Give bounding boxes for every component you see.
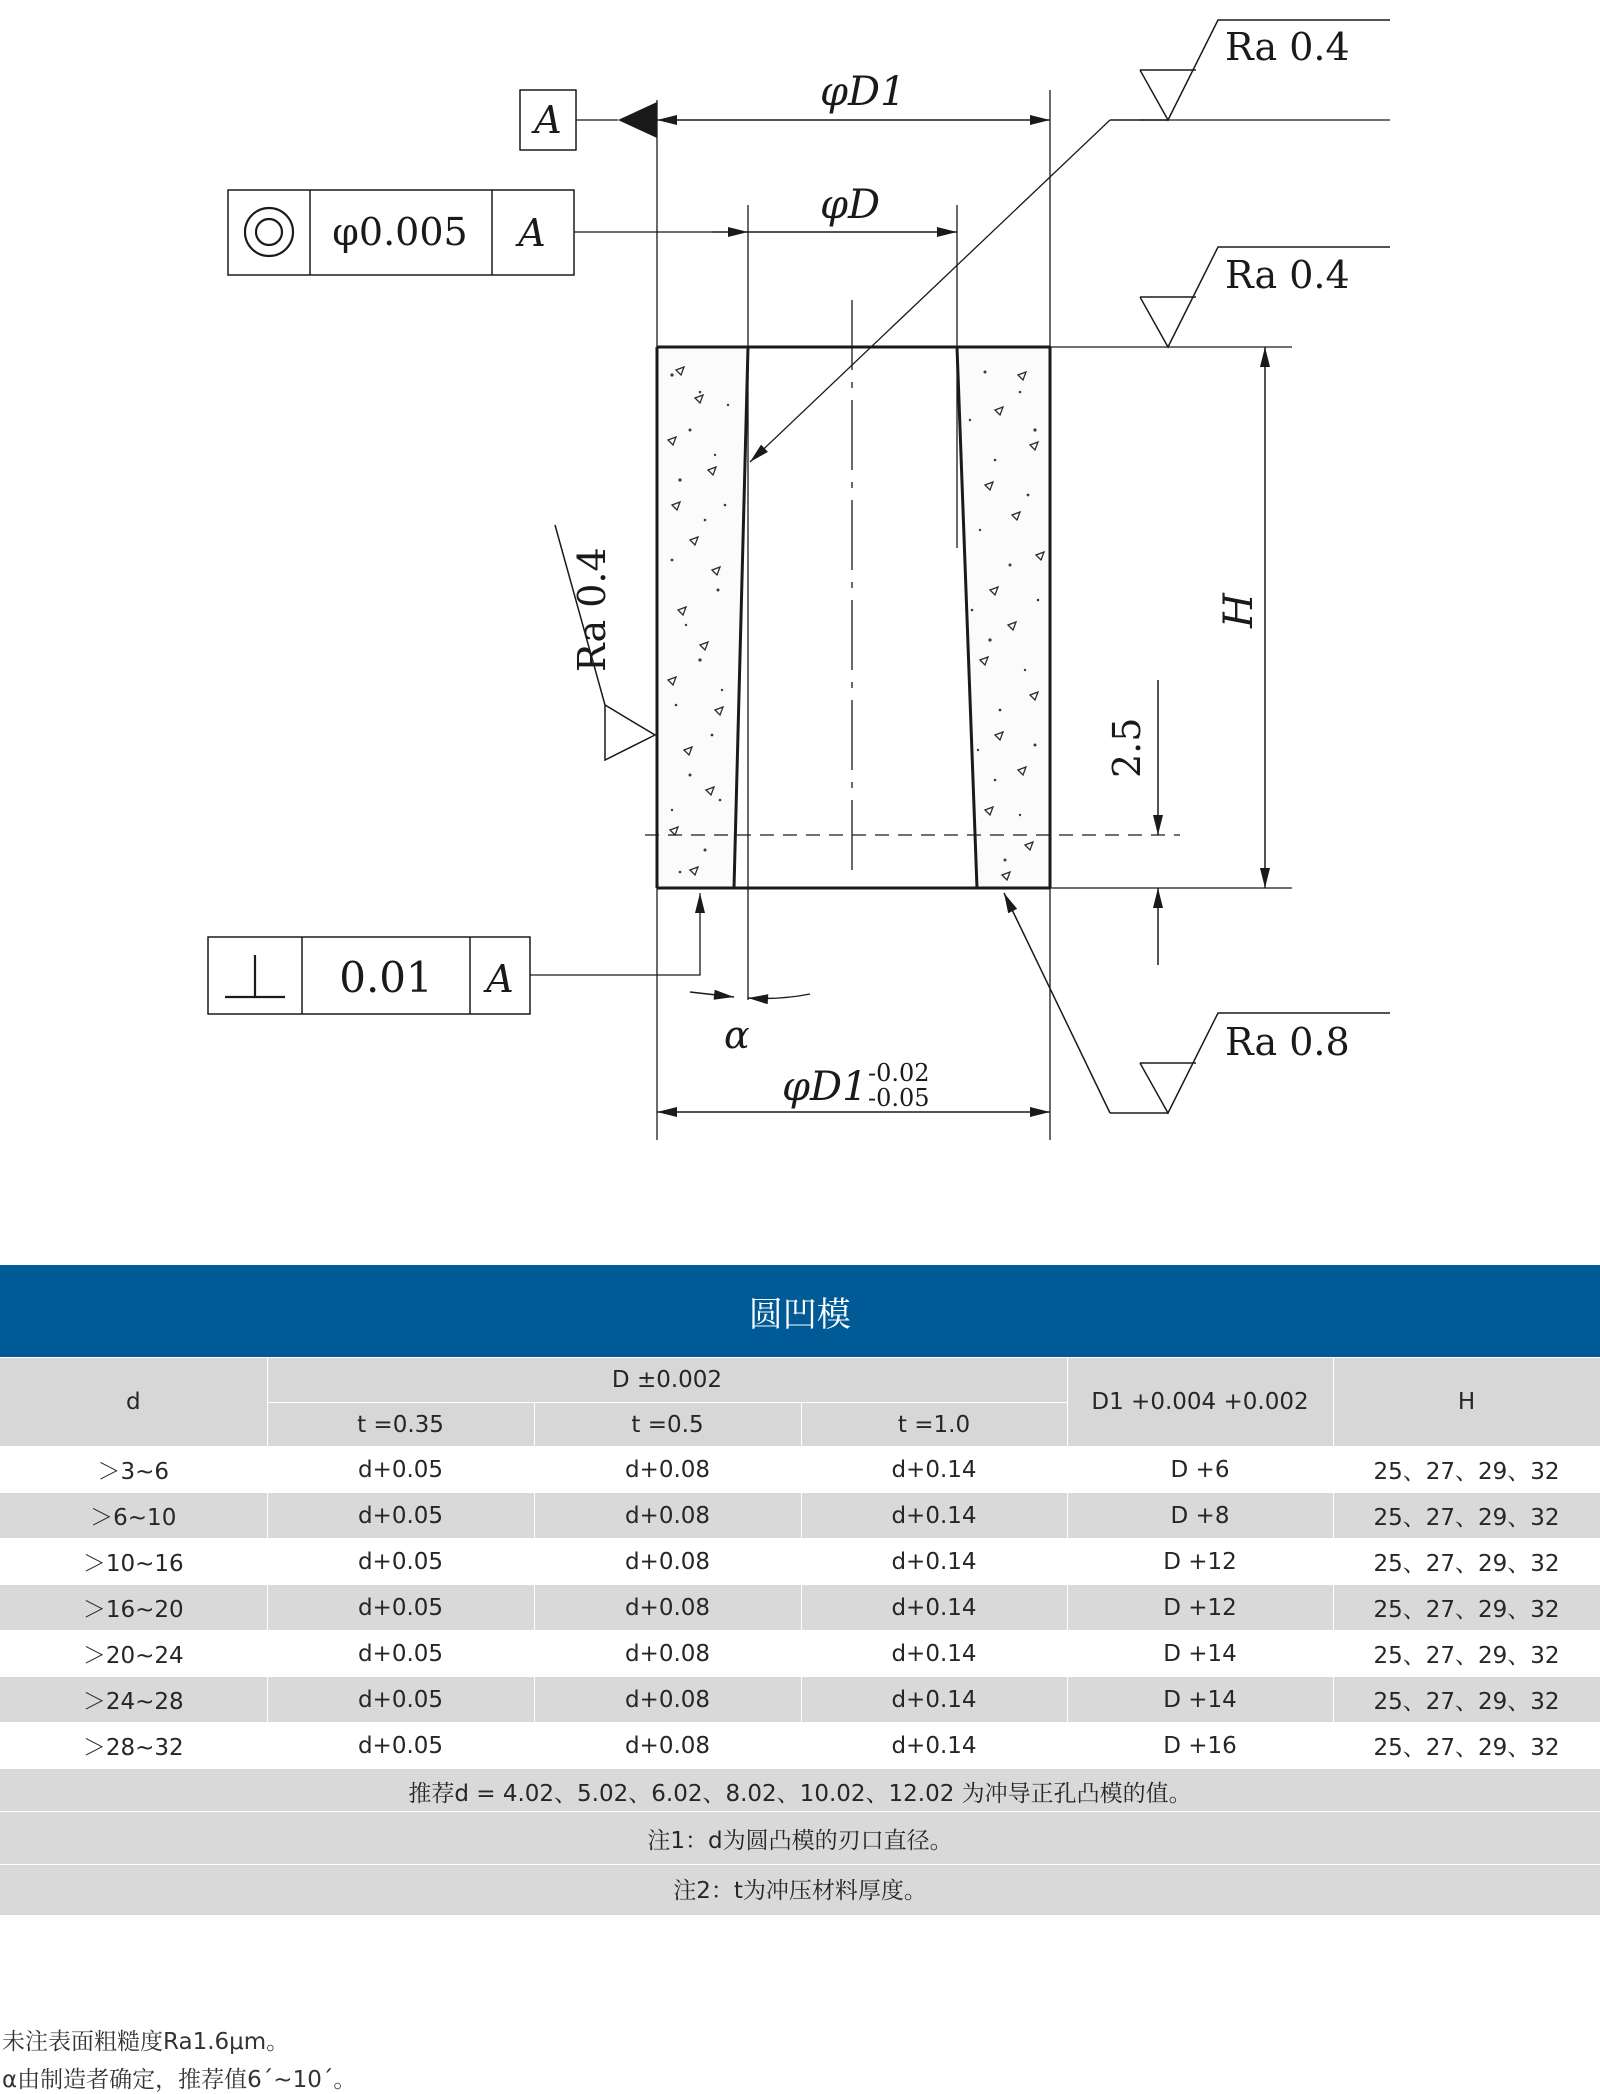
cell-d: ＞20~24 [0,1631,267,1677]
left-wall-section [657,347,748,888]
table-title: 圆凹模 [0,1265,1600,1358]
cell-D1: D +14 [1067,1677,1333,1723]
cell-t035: d+0.05 [267,1585,534,1631]
roughness-left-side-label: Ra 0.4 [570,547,614,672]
cell-t10: d+0.14 [801,1723,1067,1769]
table-note-2: 注2：t为冲压材料厚度。 [0,1865,1600,1916]
dim-D1-top-label: φD1 [820,69,906,115]
cell-t10: d+0.14 [801,1447,1067,1493]
cell-H: 25、27、29、32 [1333,1677,1600,1723]
angle-alpha-label: α [724,1013,750,1057]
cell-H: 25、27、29、32 [1333,1493,1600,1539]
cell-t05: d+0.08 [534,1677,801,1723]
cell-d: ＞6~10 [0,1493,267,1539]
cell-t035: d+0.05 [267,1447,534,1493]
cell-H: 25、27、29、32 [1333,1723,1600,1769]
cell-t035: d+0.05 [267,1631,534,1677]
datum-label: A [534,98,562,142]
concentricity-frame [228,190,712,275]
cell-H: 25、27、29、32 [1333,1539,1600,1585]
perpendicularity-datum: A [486,957,514,1001]
dim-2-5-label: 2.5 [1105,717,1149,778]
cell-d: ＞28~32 [0,1723,267,1769]
angle-alpha [690,992,810,1057]
roughness-top-face [1140,247,1390,347]
roughness-leader-inner [750,120,1110,462]
cell-D1: D +12 [1067,1539,1333,1585]
roughness-top-outer [1110,20,1390,120]
dim-H-label: H [1216,593,1262,628]
cell-d: ＞3~6 [0,1447,267,1493]
right-wall-section [957,347,1050,888]
header-t-0-5: t =0.5 [534,1403,801,1447]
cell-t05: d+0.08 [534,1539,801,1585]
dim-D1-bottom [657,1059,1050,1112]
cell-D1: D +16 [1067,1723,1333,1769]
cell-d: ＞16~20 [0,1585,267,1631]
cell-D1: D +6 [1067,1447,1333,1493]
footnote-alpha: α由制造者确定，推荐值6΄~10΄。 [2,2067,357,2093]
header-t-1-0: t =1.0 [801,1403,1067,1447]
perpendicularity-value: 0.01 [339,953,433,1002]
round-die-spec-table [0,1265,1600,1916]
cell-D1: D +14 [1067,1631,1333,1677]
concentricity-datum: A [518,211,546,255]
table-row [0,1493,1600,1539]
cell-H: 25、27、29、32 [1333,1631,1600,1677]
dim-D-label: φD [820,182,881,228]
cell-t05: d+0.08 [534,1447,801,1493]
header-t-0-35: t =0.35 [267,1403,534,1447]
table-note-recommended: 推荐d = 4.02、5.02、6.02、8.02、10.02、12.02 为冲导正孔凸模的值。 [0,1769,1600,1812]
cell-D1: D +8 [1067,1493,1333,1539]
header-d: d [0,1358,267,1447]
table-row [0,1677,1600,1723]
header-D-group: D ±0.002 [267,1358,1067,1403]
cell-t10: d+0.14 [801,1585,1067,1631]
perpendicularity-frame [208,893,700,1014]
die-body [645,205,1180,1000]
table-row [0,1723,1600,1769]
cell-D1: D +12 [1067,1585,1333,1631]
cell-t10: d+0.14 [801,1493,1067,1539]
cell-d: ＞10~16 [0,1539,267,1585]
cell-t035: d+0.05 [267,1493,534,1539]
roughness-bottom-inner-label: Ra 0.8 [1225,1020,1350,1064]
dim-D1-bottom-label: φD1 [782,1064,868,1110]
cell-t035: d+0.05 [267,1723,534,1769]
roughness-bottom-inner [1004,893,1390,1113]
table-row [0,1585,1600,1631]
roughness-top-face-label: Ra 0.4 [1225,253,1350,297]
cell-d: ＞24~28 [0,1677,267,1723]
cell-t05: d+0.08 [534,1631,801,1677]
dim-D1-tol-lower: -0.05 [868,1084,930,1112]
dim-D1-top [657,69,1050,120]
dim-H [1216,347,1265,888]
cell-t10: d+0.14 [801,1677,1067,1723]
header-H: H [1333,1358,1600,1447]
dim-D1-tol-upper: -0.02 [868,1059,930,1087]
cell-t10: d+0.14 [801,1631,1067,1677]
table-row [0,1631,1600,1677]
cell-t05: d+0.08 [534,1585,801,1631]
table-row [0,1539,1600,1585]
cell-H: 25、27、29、32 [1333,1585,1600,1631]
cell-t05: d+0.08 [534,1493,801,1539]
cell-t035: d+0.05 [267,1677,534,1723]
cell-t10: d+0.14 [801,1539,1067,1585]
cell-t05: d+0.08 [534,1723,801,1769]
datum-triangle [618,102,657,138]
dim-D [712,182,957,232]
concentricity-value: φ0.005 [332,210,468,254]
cell-t035: d+0.05 [267,1539,534,1585]
table-note-1: 注1：d为圆凸模的刃口直径。 [0,1812,1600,1865]
table-row [0,1447,1600,1493]
cell-H: 25、27、29、32 [1333,1447,1600,1493]
roughness-left-side [555,525,655,760]
header-D1: D1 +0.004 +0.002 [1067,1358,1333,1447]
roughness-top-outer-label: Ra 0.4 [1225,25,1350,69]
footnote-roughness: 未注表面粗糙度Ra1.6μm。 [2,2029,290,2055]
dim-2-5 [1105,680,1158,965]
datum-a [520,90,657,150]
